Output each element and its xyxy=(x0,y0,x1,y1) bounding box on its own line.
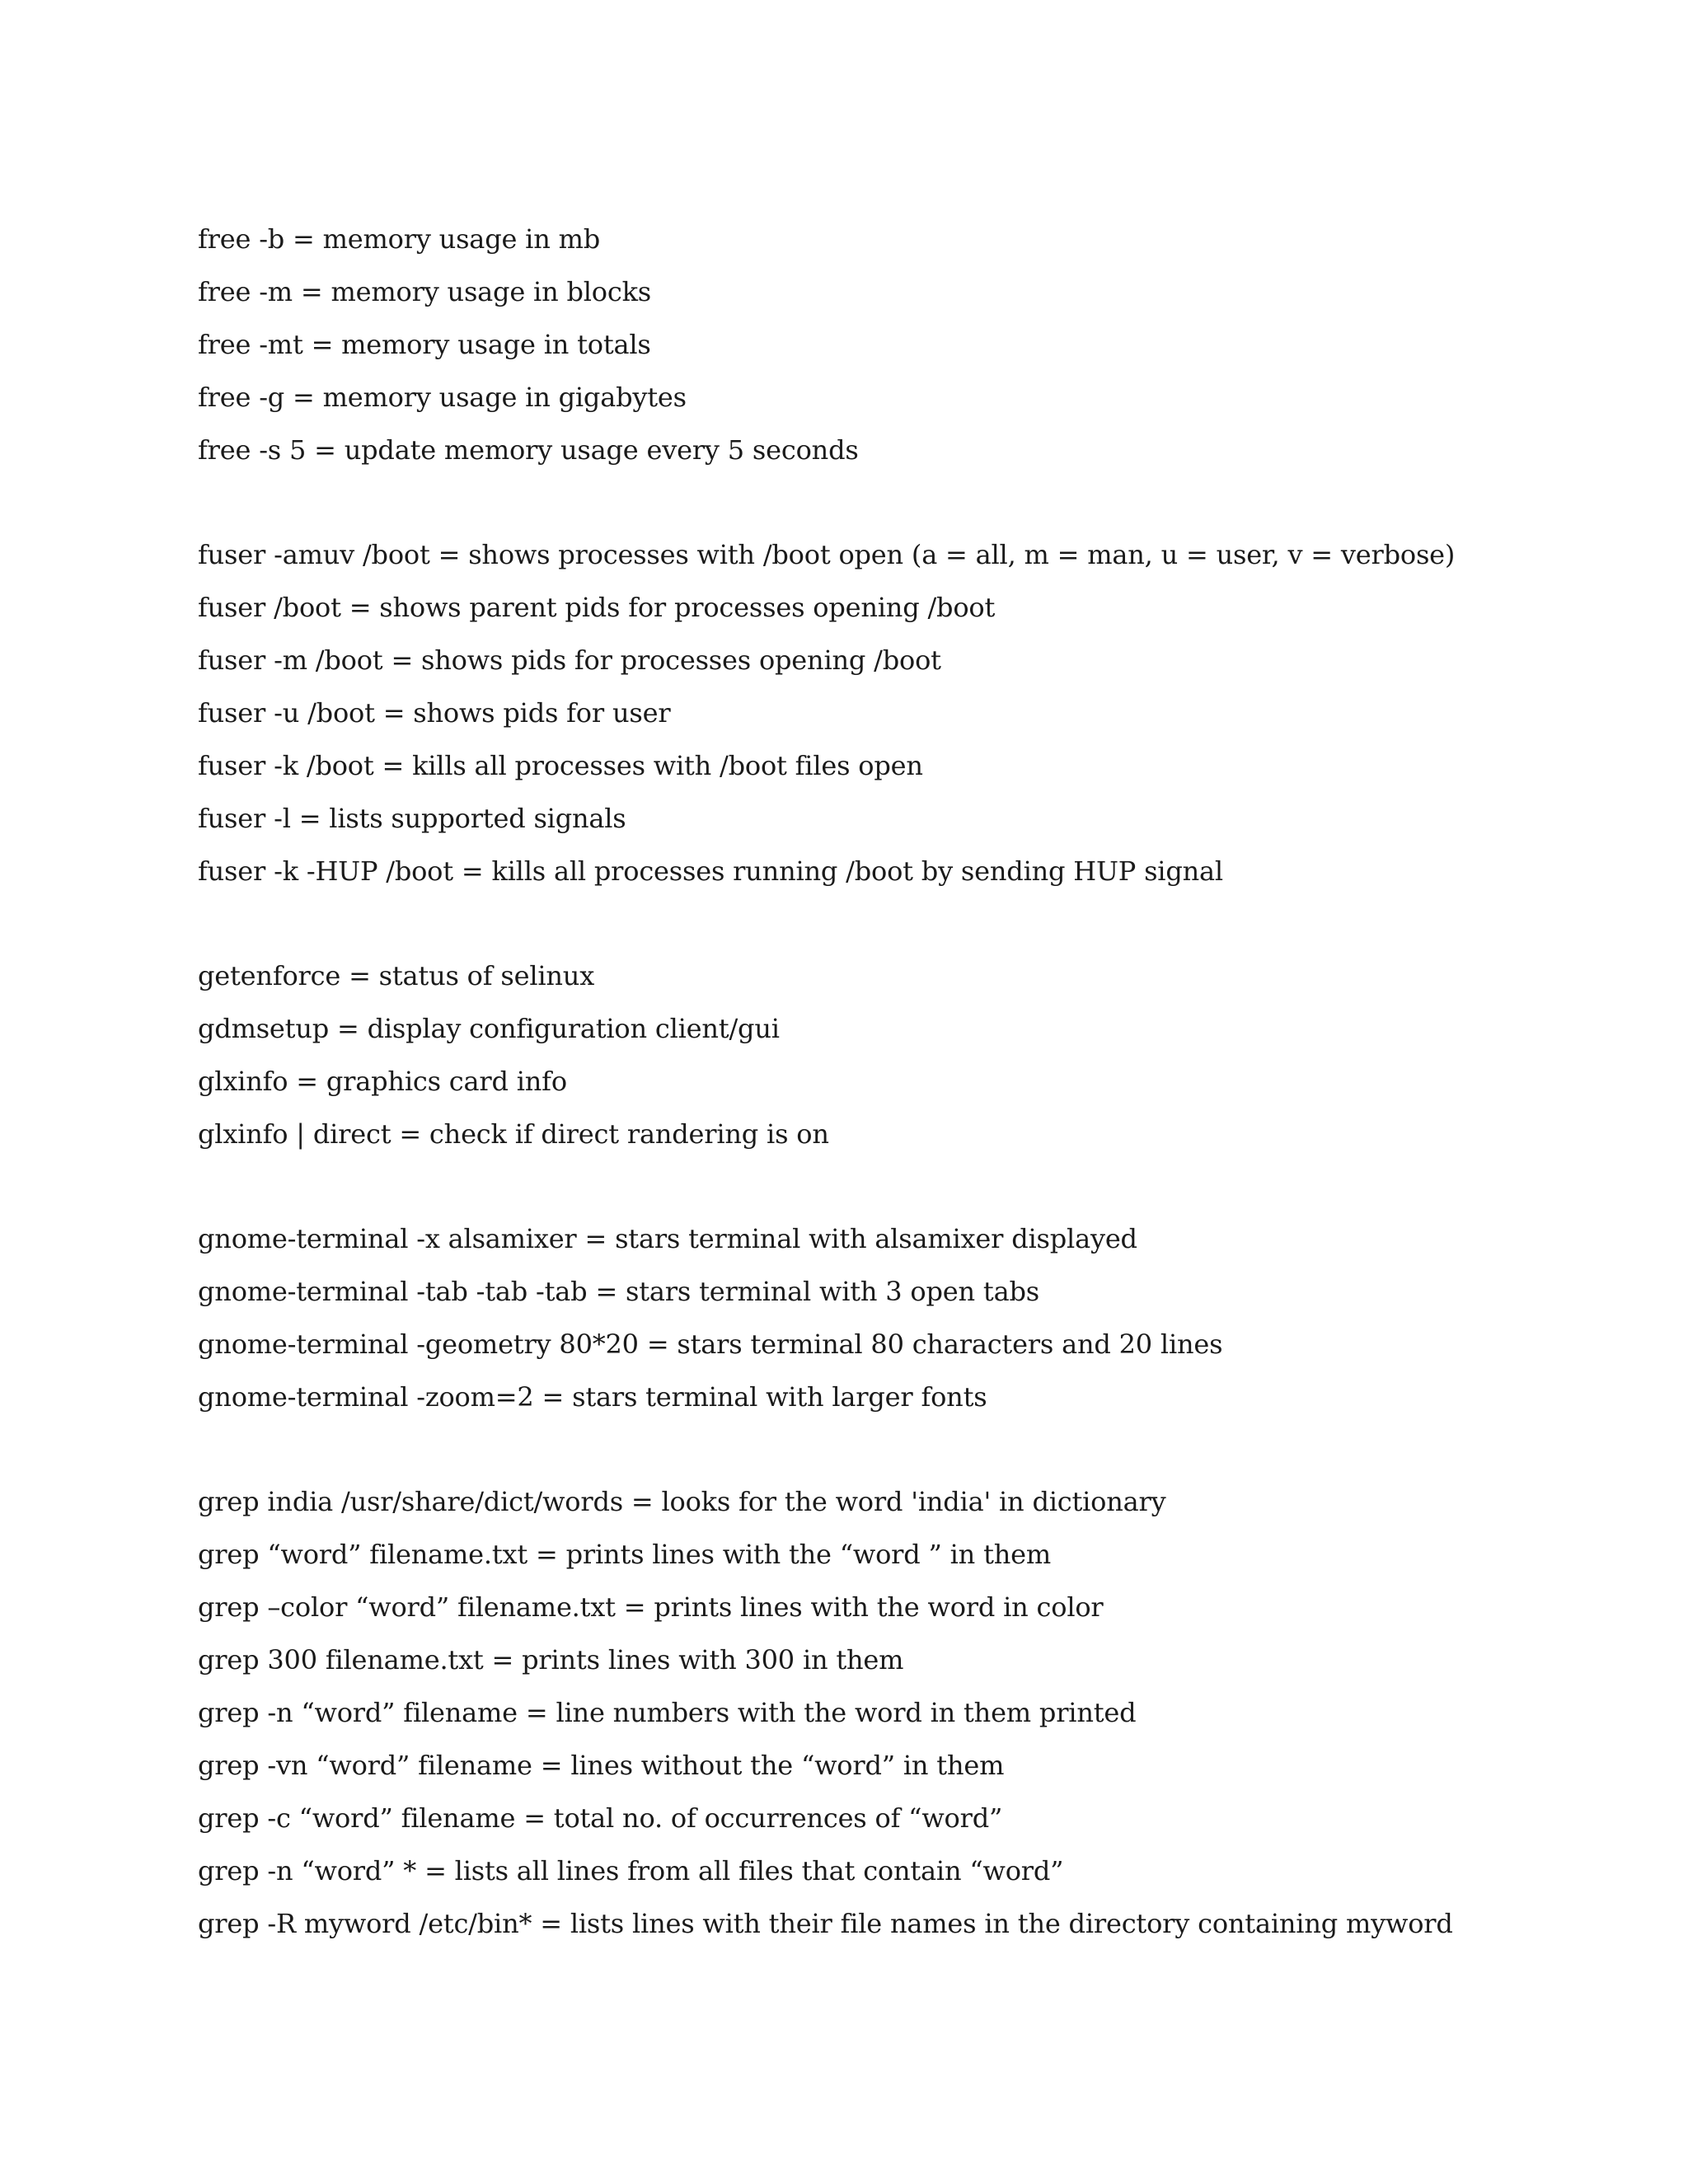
text-line: free -mt = memory usage in totals xyxy=(198,329,651,360)
section-gnome-terminal xyxy=(198,1212,1648,1423)
text-line: gnome-terminal -zoom=2 = stars terminal with larger fonts xyxy=(198,1381,987,1413)
text-line: grep “word” filename.txt = prints lines with the “word ” in them xyxy=(198,1539,1052,1570)
text-line: free -b = memory usage in mb xyxy=(198,223,601,255)
section-getenforce-glxinfo xyxy=(198,949,1648,1160)
text-line: gnome-terminal -tab -tab -tab = stars terminal with 3 open tabs xyxy=(198,1276,1039,1307)
text-line: gnome-terminal -geometry 80*20 = stars terminal 80 characters and 20 lines xyxy=(198,1329,1223,1360)
text-line: grep -n “word” * = lists all lines from all files that contain “word” xyxy=(198,1855,1064,1886)
text-line: getenforce = status of selinux xyxy=(198,960,595,991)
text-line: grep -c “word” filename = total no. of occurrences of “word” xyxy=(198,1802,1003,1834)
document-body xyxy=(198,213,1648,2002)
text-line: fuser -l = lists supported signals xyxy=(198,803,626,834)
text-line: fuser -u /boot = shows pids for user xyxy=(198,697,671,729)
text-line: grep -n “word” filename = line numbers with the word in them printed xyxy=(198,1697,1137,1728)
text-line: grep 300 filename.txt = prints lines with 300 in them xyxy=(198,1644,904,1675)
text-line: grep –color “word” filename.txt = prints lines with the word in color xyxy=(198,1591,1104,1623)
text-line: grep -R myword /etc/bin* = lists lines with their file names in the directory containing myword xyxy=(198,1908,1453,1939)
text-line: grep -vn “word” filename = lines without the “word” in them xyxy=(198,1750,1005,1781)
text-line: glxinfo | direct = check if direct randering is on xyxy=(198,1118,829,1150)
text-line: fuser -k -HUP /boot = kills all processes running /boot by sending HUP signal xyxy=(198,855,1223,887)
section-fuser xyxy=(198,528,1648,898)
text-line: free -s 5 = update memory usage every 5 seconds xyxy=(198,434,859,466)
section-free xyxy=(198,213,1648,476)
text-line: glxinfo = graphics card info xyxy=(198,1066,567,1097)
text-line: fuser -k /boot = kills all processes with /boot files open xyxy=(198,750,923,781)
text-line: gnome-terminal -x alsamixer = stars terminal with alsamixer displayed xyxy=(198,1223,1137,1254)
text-line: fuser -amuv /boot = shows processes with /boot open (a = all, m = man, u = user, v = verbose) xyxy=(198,539,1456,570)
text-line: gdmsetup = display configuration client/gui xyxy=(198,1013,780,1044)
section-grep xyxy=(198,1475,1648,1950)
text-line: free -m = memory usage in blocks xyxy=(198,276,651,307)
text-line: fuser -m /boot = shows pids for processes opening /boot xyxy=(198,644,941,676)
text-line: grep india /usr/share/dict/words = looks for the word 'india' in dictionary xyxy=(198,1486,1166,1517)
text-line: free -g = memory usage in gigabytes xyxy=(198,382,687,413)
text-line: fuser /boot = shows parent pids for processes opening /boot xyxy=(198,592,996,623)
